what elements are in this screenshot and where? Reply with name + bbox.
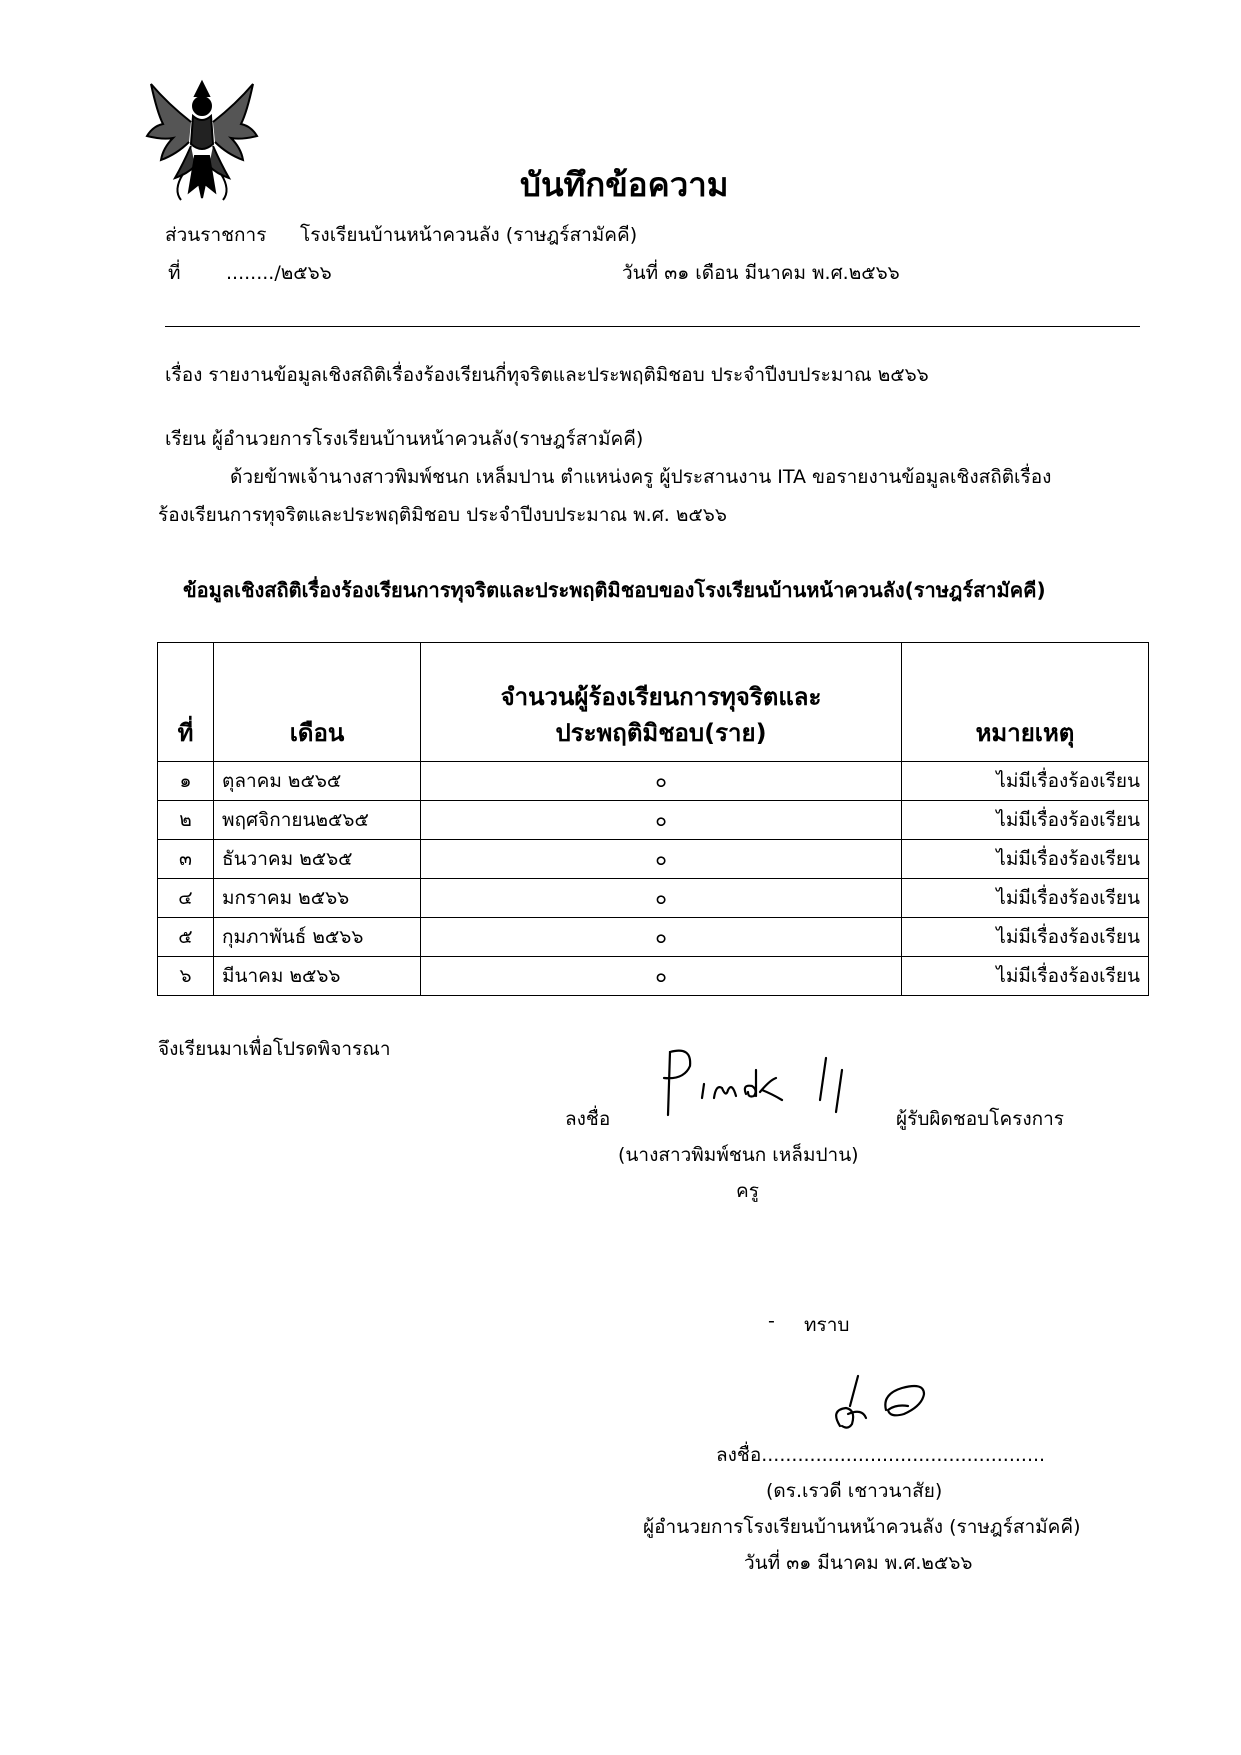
signer2-sign-line: ลงชื่อ............................................... xyxy=(716,1444,1046,1466)
table-row xyxy=(158,762,1149,801)
row-count: ๐ xyxy=(421,918,902,957)
row-no: ๑ xyxy=(158,762,214,801)
row-note: ไม่มีเรื่องร้องเรียน xyxy=(902,879,1149,918)
row-note: ไม่มีเรื่องร้องเรียน xyxy=(902,957,1149,996)
row-count: ๐ xyxy=(421,840,902,879)
row-note: ไม่มีเรื่องร้องเรียน xyxy=(902,762,1149,801)
header-count xyxy=(421,643,902,762)
table-row xyxy=(158,879,1149,918)
page-title: บันทึกข้อความ xyxy=(520,165,729,204)
row-no: ๖ xyxy=(158,957,214,996)
signer1-sign-label: ลงชื่อ xyxy=(565,1108,611,1130)
table-row xyxy=(158,918,1149,957)
row-month: ตุลาคม ๒๕๖๕ xyxy=(214,762,421,801)
agency-value: โรงเรียนบ้านหน้าควนลัง (ราษฎร์สามัคคี) xyxy=(300,224,638,246)
row-note: ไม่มีเรื่องร้องเรียน xyxy=(902,840,1149,879)
signer1-role: ผู้รับผิดชอบโครงการ xyxy=(896,1108,1065,1130)
signer1-name: (นางสาวพิมพ์ชนก เหล็มปาน) xyxy=(618,1144,859,1166)
acknowledge-dash: - xyxy=(768,1310,775,1332)
row-no: ๕ xyxy=(158,918,214,957)
signer2-position: ผู้อำนวยการโรงเรียนบ้านหน้าควนลัง (ราษฎร์สามัคคี) xyxy=(643,1516,1081,1538)
row-count: ๐ xyxy=(421,762,902,801)
header-count-line-1: จำนวนผู้ร้องเรียนการทุจริตและ xyxy=(500,683,822,711)
signer2-signature xyxy=(828,1370,944,1432)
row-month: มกราคม ๒๕๖๖ xyxy=(214,879,421,918)
closing-text: จึงเรียนมาเพื่อโปรดพิจารณา xyxy=(158,1038,391,1060)
header-month: เดือน xyxy=(214,643,421,762)
complaint-statistics-table xyxy=(157,642,1148,996)
header-divider xyxy=(165,326,1140,327)
row-month: ธันวาคม ๒๕๖๕ xyxy=(214,840,421,879)
row-no: ๔ xyxy=(158,879,214,918)
acknowledge-text: ทราบ xyxy=(804,1314,850,1336)
row-note: ไม่มีเรื่องร้องเรียน xyxy=(902,918,1149,957)
row-note: ไม่มีเรื่องร้องเรียน xyxy=(902,801,1149,840)
table-row xyxy=(158,957,1149,996)
body-paragraph-line-2: ร้องเรียนการทุจริตและประพฤติมิชอบ ประจำปีงบประมาณ พ.ศ. ๒๕๖๖ xyxy=(158,504,727,526)
header-no: ที่ xyxy=(158,643,214,762)
header-count-line-2: ประพฤติมิชอบ(ราย) xyxy=(555,719,767,747)
signer2-date: วันที่ ๓๑ มีนาคม พ.ศ.๒๕๖๖ xyxy=(744,1552,973,1574)
signer1-position: ครู xyxy=(736,1180,759,1202)
row-no: ๒ xyxy=(158,801,214,840)
reference-label: ที่ xyxy=(168,262,181,284)
addressee-line: เรียน ผู้อำนวยการโรงเรียนบ้านหน้าควนลัง(ราษฎร์สามัคคี) xyxy=(165,428,644,450)
row-month: พฤศจิกายน๒๕๖๕ xyxy=(214,801,421,840)
signer1-signature xyxy=(650,1040,860,1122)
reference-number: ......../๒๕๖๖ xyxy=(226,262,332,284)
row-count: ๐ xyxy=(421,879,902,918)
body-paragraph-line-1: ด้วยข้าพเจ้านางสาวพิมพ์ชนก เหล็มปาน ตำแหน่งครู ผู้ประสานงาน ITA ขอรายงานข้อมูลเชิงสถิติเรื่อง xyxy=(230,466,1052,488)
table-header-row xyxy=(158,643,1149,762)
memo-date: วันที่ ๓๑ เดือน มีนาคม พ.ศ.๒๕๖๖ xyxy=(622,262,900,284)
table-row xyxy=(158,840,1149,879)
row-count: ๐ xyxy=(421,801,902,840)
table-row xyxy=(158,801,1149,840)
row-month: กุมภาพันธ์ ๒๕๖๖ xyxy=(214,918,421,957)
row-count: ๐ xyxy=(421,957,902,996)
garuda-emblem-icon xyxy=(143,74,261,204)
signer2-name: (ดร.เรวดี เชาวนาสัย) xyxy=(766,1480,943,1502)
header-note: หมายเหตุ xyxy=(902,643,1149,762)
agency-label: ส่วนราชการ xyxy=(165,224,267,246)
row-no: ๓ xyxy=(158,840,214,879)
row-month: มีนาคม ๒๕๖๖ xyxy=(214,957,421,996)
subject-line: เรื่อง รายงานข้อมูลเชิงสถิติเรื่องร้องเรียนกี่ทุจริตและประพฤติมิชอบ ประจำปีงบประมาณ ๒๕๖๖ xyxy=(165,364,929,386)
table-section-title: ข้อมูลเชิงสถิติเรื่องร้องเรียนการทุจริตและประพฤติมิชอบของโรงเรียนบ้านหน้าควนลัง(ราษฎร์สามัคคี) xyxy=(183,578,1046,602)
